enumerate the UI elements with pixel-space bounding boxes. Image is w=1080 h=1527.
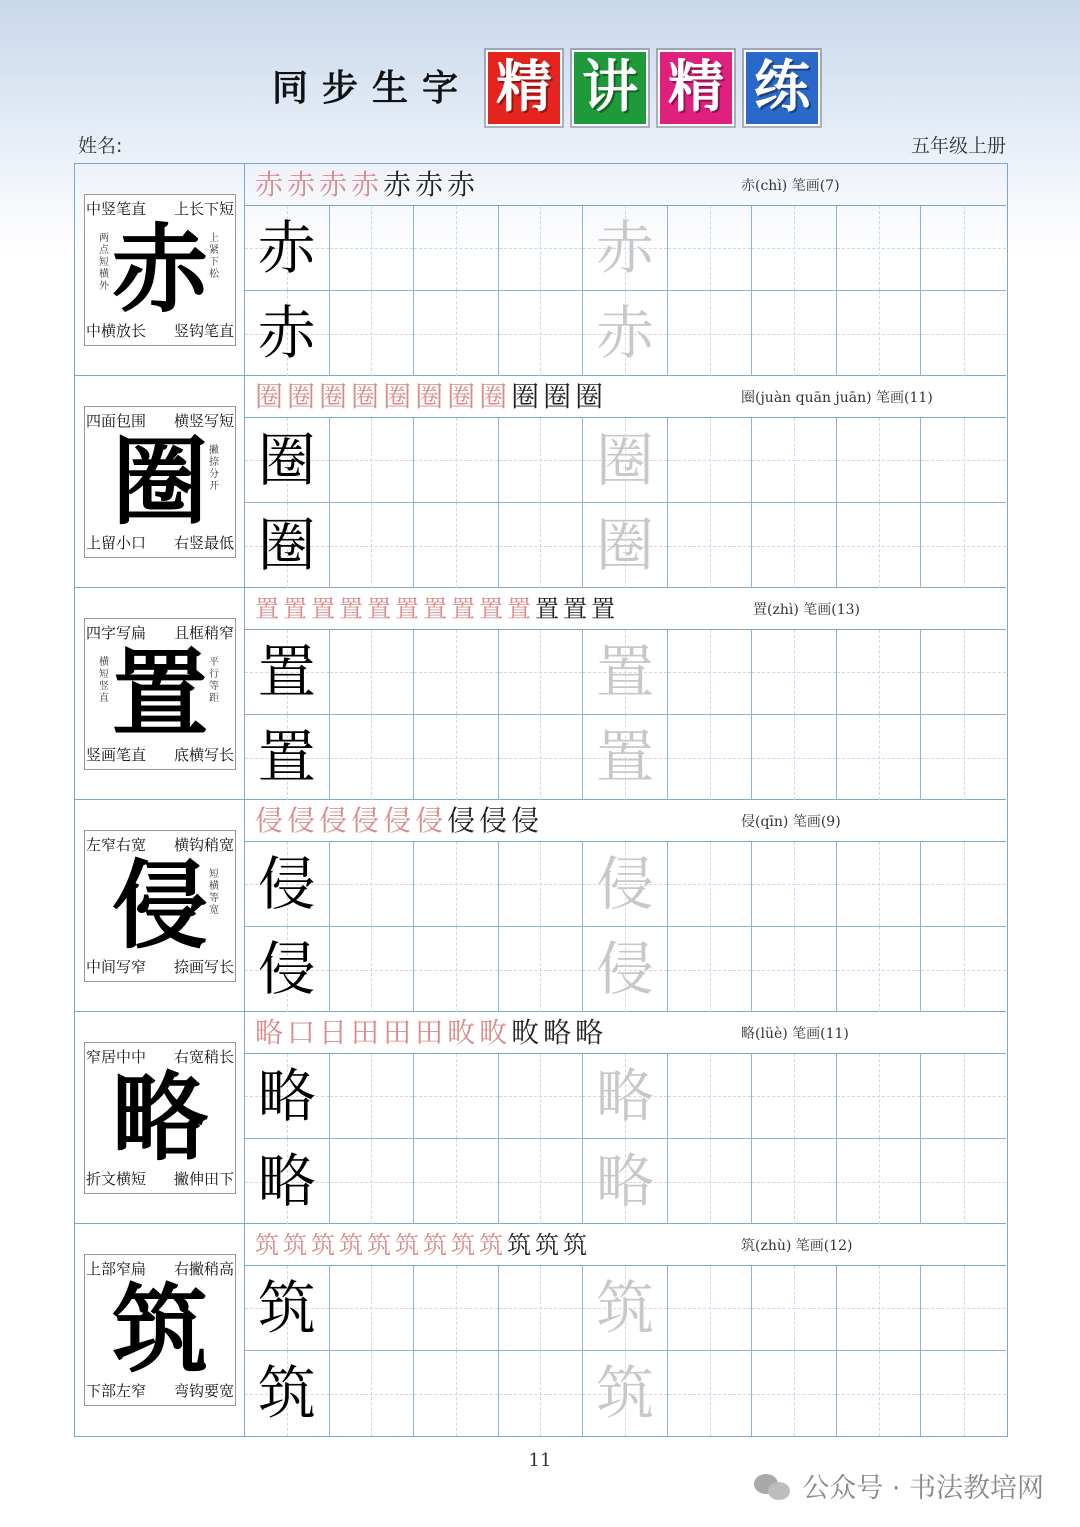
stroke-step: 侵 <box>383 804 412 837</box>
writing-cell[interactable] <box>499 1351 584 1436</box>
writing-cell[interactable] <box>330 291 415 376</box>
analysis-card <box>84 1254 236 1406</box>
stroke-sequence <box>255 802 539 840</box>
writing-tip: 捺画写长 <box>173 958 234 976</box>
writing-cell[interactable] <box>837 418 922 503</box>
page-number: 11 <box>528 1450 552 1471</box>
stroke-step: 侵 <box>287 804 316 837</box>
writing-cell[interactable] <box>330 630 415 715</box>
writing-tip: 右撇稍高 <box>173 1260 234 1278</box>
title-badge: 讲 <box>572 50 648 126</box>
stroke-step: 赤 <box>287 168 316 201</box>
writing-cell[interactable] <box>499 1054 584 1139</box>
writing-cell[interactable] <box>668 503 753 588</box>
analysis-card <box>84 830 236 982</box>
side-note-right: 撇捺分开 <box>209 445 219 492</box>
writing-tip: 左窄右宽 <box>86 836 147 854</box>
stroke-step: 侵 <box>415 804 444 837</box>
stroke-step: 赤 <box>415 168 444 201</box>
stroke-step: 赤 <box>383 168 412 201</box>
model-cell <box>245 503 330 588</box>
practice-grid <box>245 206 1006 376</box>
stroke-step: 赤 <box>447 168 476 201</box>
stroke-step: 置 <box>283 595 307 623</box>
writing-cell[interactable] <box>499 206 584 291</box>
grade-label: 五年级上册 <box>910 135 1006 157</box>
stroke-step: 筑 <box>395 1231 419 1259</box>
model-cell <box>245 1139 330 1224</box>
writing-cell[interactable] <box>668 1351 753 1436</box>
character-section <box>75 164 1006 376</box>
stroke-step: 田 <box>415 1016 444 1049</box>
trace-cell <box>583 418 668 503</box>
writing-cell[interactable] <box>330 1054 415 1139</box>
writing-cell[interactable] <box>752 418 837 503</box>
character-section <box>75 1012 1006 1224</box>
practice-grid <box>245 842 1006 1012</box>
stroke-step: 圈 <box>319 380 348 413</box>
analysis-card <box>84 406 236 558</box>
stroke-step: 略 <box>255 1016 284 1049</box>
writing-cell[interactable] <box>837 1139 922 1224</box>
trace-character: 侵 <box>595 850 654 918</box>
writing-cell[interactable] <box>837 842 922 927</box>
model-cell <box>245 418 330 503</box>
trace-cell <box>583 1351 668 1436</box>
stroke-step: 置 <box>395 595 419 623</box>
writing-cell[interactable] <box>752 1266 837 1351</box>
stroke-step: 圈 <box>255 380 284 413</box>
stroke-order-row <box>245 1012 1006 1054</box>
writing-cell[interactable] <box>414 927 499 1012</box>
stroke-order-row <box>245 1224 1006 1266</box>
stroke-step: 赤 <box>319 168 348 201</box>
stroke-step: 置 <box>423 595 447 623</box>
trace-cell <box>583 1054 668 1139</box>
writing-cell[interactable] <box>668 842 753 927</box>
writing-tip: 竖画笔直 <box>86 746 147 764</box>
stroke-step: 田 <box>351 1016 380 1049</box>
model-character: 略 <box>257 1147 316 1215</box>
stroke-step: 筑 <box>563 1231 587 1259</box>
trace-cell <box>583 291 668 376</box>
writing-cell[interactable] <box>414 842 499 927</box>
stroke-step: 圈 <box>287 380 316 413</box>
stroke-step: 圈 <box>575 380 604 413</box>
practice-grid <box>245 1054 1006 1224</box>
writing-cell[interactable] <box>330 842 415 927</box>
stroke-step: 畋 <box>511 1016 540 1049</box>
stroke-step: 置 <box>591 595 615 623</box>
writing-cell[interactable] <box>414 503 499 588</box>
writing-cell[interactable] <box>330 503 415 588</box>
writing-cell[interactable] <box>921 1054 1006 1139</box>
model-character: 筑 <box>257 1274 316 1342</box>
character-section <box>75 800 1006 1012</box>
footer-text: 公众号 · 书法教培网 <box>802 1473 1044 1504</box>
stroke-step: 筑 <box>367 1231 391 1259</box>
model-character: 赤 <box>257 299 316 367</box>
title-badge: 练 <box>744 50 820 126</box>
pinyin-stroke-info: 侵(qīn) 笔画(9) <box>741 814 841 830</box>
writing-cell[interactable] <box>837 630 922 715</box>
trace-character: 置 <box>595 723 654 791</box>
model-character: 筑 <box>257 1359 316 1427</box>
practice-grid <box>245 630 1006 800</box>
trace-character: 赤 <box>595 214 654 282</box>
model-cell <box>245 206 330 291</box>
stroke-order-row <box>245 588 1006 630</box>
writing-cell[interactable] <box>499 291 584 376</box>
model-character: 赤 <box>257 214 316 282</box>
writing-cell[interactable] <box>837 503 922 588</box>
writing-cell[interactable] <box>330 206 415 291</box>
writing-cell[interactable] <box>837 1054 922 1139</box>
writing-cell[interactable] <box>499 418 584 503</box>
writing-cell[interactable] <box>668 291 753 376</box>
writing-cell[interactable] <box>921 715 1006 800</box>
trace-character: 侵 <box>595 935 654 1003</box>
footer-watermark <box>754 1466 1044 1505</box>
stroke-step: 圈 <box>383 380 412 413</box>
writing-cell[interactable] <box>414 1266 499 1351</box>
stroke-step: 侵 <box>351 804 380 837</box>
title-badges <box>486 50 820 126</box>
trace-character: 置 <box>595 638 654 706</box>
stroke-sequence <box>255 1014 603 1052</box>
writing-tip: 右竖最低 <box>173 534 234 552</box>
model-cell <box>245 291 330 376</box>
trace-character: 略 <box>595 1147 654 1215</box>
writing-cell[interactable] <box>668 630 753 715</box>
stroke-step: 置 <box>507 595 531 623</box>
trace-character: 筑 <box>595 1359 654 1427</box>
title-badge: 精 <box>658 50 734 126</box>
model-character: 略 <box>257 1062 316 1130</box>
writing-tip: 中横放长 <box>86 322 147 340</box>
stroke-order-row <box>245 164 1006 206</box>
model-cell <box>245 630 330 715</box>
stroke-step: 圈 <box>415 380 444 413</box>
stroke-step: 置 <box>479 595 503 623</box>
writing-cell[interactable] <box>921 630 1006 715</box>
analysis-character: 筑 <box>112 1273 208 1386</box>
stroke-step: 圈 <box>351 380 380 413</box>
trace-character: 圈 <box>595 426 654 494</box>
writing-cell[interactable] <box>921 291 1006 376</box>
model-character: 置 <box>257 723 316 791</box>
model-cell <box>245 1351 330 1436</box>
analysis-character: 侵 <box>112 849 208 962</box>
stroke-step: 置 <box>255 595 279 623</box>
writing-tip: 折文横短 <box>86 1170 147 1188</box>
pinyin-stroke-info: 筑(zhù) 笔画(12) <box>741 1238 853 1254</box>
practice-table <box>74 163 1008 1437</box>
stroke-step: 筑 <box>283 1231 307 1259</box>
model-cell <box>245 1266 330 1351</box>
writing-cell[interactable] <box>921 1351 1006 1436</box>
side-note-right: 平行等距 <box>209 657 219 704</box>
writing-cell[interactable] <box>330 1139 415 1224</box>
analysis-panel <box>75 588 245 799</box>
trace-character: 筑 <box>595 1274 654 1342</box>
trace-character: 略 <box>595 1062 654 1130</box>
trace-character: 赤 <box>595 299 654 367</box>
writing-cell[interactable] <box>330 418 415 503</box>
writing-cell[interactable] <box>668 206 753 291</box>
stroke-step: 侵 <box>255 804 284 837</box>
stroke-order-row <box>245 376 1006 418</box>
page-title: 同步生字 <box>272 68 473 109</box>
writing-tip: 四面包围 <box>86 412 147 430</box>
trace-cell <box>583 927 668 1012</box>
analysis-panel <box>75 800 245 1011</box>
side-note-right: 短横等宽 <box>209 869 219 916</box>
character-section <box>75 588 1006 800</box>
analysis-character: 置 <box>112 637 208 750</box>
model-cell <box>245 715 330 800</box>
side-note-left: 两点短横外 <box>99 233 109 292</box>
analysis-panel <box>75 164 245 375</box>
character-section <box>75 1224 1006 1436</box>
writing-cell[interactable] <box>752 206 837 291</box>
writing-tip: 横竖写短 <box>173 412 234 430</box>
stroke-step: 赤 <box>351 168 380 201</box>
analysis-character: 圈 <box>112 425 208 538</box>
writing-cell[interactable] <box>414 206 499 291</box>
writing-cell[interactable] <box>330 715 415 800</box>
stroke-step: 赤 <box>255 168 284 201</box>
writing-cell[interactable] <box>414 630 499 715</box>
writing-cell[interactable] <box>921 927 1006 1012</box>
model-cell <box>245 842 330 927</box>
stroke-step: 侵 <box>511 804 540 837</box>
stroke-step: 侵 <box>319 804 348 837</box>
trace-cell <box>583 1139 668 1224</box>
side-note-left: 横短竖直 <box>99 657 109 704</box>
writing-cell[interactable] <box>414 1351 499 1436</box>
writing-cell[interactable] <box>499 842 584 927</box>
writing-tip: 底横写长 <box>173 746 234 764</box>
writing-tip: 上部窄扁 <box>86 1260 147 1278</box>
model-cell <box>245 927 330 1012</box>
writing-tip: 右宽稍长 <box>173 1048 234 1066</box>
stroke-step: 圈 <box>511 380 540 413</box>
writing-cell[interactable] <box>837 927 922 1012</box>
writing-cell[interactable] <box>921 418 1006 503</box>
trace-character: 圈 <box>595 511 654 579</box>
writing-tip: 横钩稍宽 <box>173 836 234 854</box>
trace-cell <box>583 630 668 715</box>
writing-cell[interactable] <box>752 842 837 927</box>
stroke-step: 置 <box>535 595 559 623</box>
writing-cell[interactable] <box>921 1266 1006 1351</box>
writing-cell[interactable] <box>837 715 922 800</box>
trace-cell <box>583 503 668 588</box>
writing-cell[interactable] <box>330 1266 415 1351</box>
model-character: 置 <box>257 638 316 706</box>
model-character: 侵 <box>257 850 316 918</box>
stroke-step: 畋 <box>479 1016 508 1049</box>
stroke-step: 置 <box>451 595 475 623</box>
stroke-step: 筑 <box>255 1231 279 1259</box>
writing-cell[interactable] <box>668 1266 753 1351</box>
pinyin-stroke-info: 圈(juàn quān juān) 笔画(11) <box>741 390 933 406</box>
writing-tip: 上长下短 <box>173 200 234 218</box>
stroke-step: 筑 <box>339 1231 363 1259</box>
writing-cell[interactable] <box>499 1139 584 1224</box>
writing-cell[interactable] <box>499 927 584 1012</box>
model-character: 圈 <box>257 426 316 494</box>
stroke-step: 田 <box>383 1016 412 1049</box>
trace-cell <box>583 842 668 927</box>
writing-tip: 上留小口 <box>86 534 147 552</box>
stroke-step: 侵 <box>447 804 476 837</box>
writing-cell[interactable] <box>668 715 753 800</box>
stroke-sequence <box>255 166 475 204</box>
writing-cell[interactable] <box>499 503 584 588</box>
character-section <box>75 376 1006 588</box>
writing-cell[interactable] <box>837 291 922 376</box>
writing-cell[interactable] <box>414 291 499 376</box>
writing-cell[interactable] <box>752 715 837 800</box>
writing-cell[interactable] <box>330 927 415 1012</box>
writing-cell[interactable] <box>837 1266 922 1351</box>
analysis-panel <box>75 376 245 587</box>
writing-cell[interactable] <box>837 206 922 291</box>
stroke-step: 日 <box>319 1016 348 1049</box>
writing-tip: 竖钩笔直 <box>173 322 234 340</box>
writing-tip: 中竖笔直 <box>86 200 147 218</box>
analysis-panel <box>75 1012 245 1223</box>
stroke-step: 筑 <box>507 1231 531 1259</box>
stroke-step: 筑 <box>451 1231 475 1259</box>
writing-cell[interactable] <box>752 291 837 376</box>
writing-cell[interactable] <box>499 1266 584 1351</box>
writing-cell[interactable] <box>499 630 584 715</box>
name-label: 姓名: <box>78 135 123 157</box>
stroke-step: 口 <box>287 1016 316 1049</box>
model-character: 侵 <box>257 935 316 1003</box>
writing-cell[interactable] <box>921 503 1006 588</box>
writing-cell[interactable] <box>414 1139 499 1224</box>
writing-cell[interactable] <box>921 842 1006 927</box>
writing-cell[interactable] <box>668 418 753 503</box>
stroke-step: 筑 <box>535 1231 559 1259</box>
stroke-step: 置 <box>563 595 587 623</box>
pinyin-stroke-info: 略(lüè) 笔画(11) <box>741 1026 849 1042</box>
writing-cell[interactable] <box>414 715 499 800</box>
stroke-sequence <box>255 378 603 416</box>
analysis-card <box>84 1042 236 1194</box>
trace-cell <box>583 715 668 800</box>
writing-cell[interactable] <box>752 503 837 588</box>
writing-cell[interactable] <box>668 1054 753 1139</box>
writing-cell[interactable] <box>668 1139 753 1224</box>
writing-cell[interactable] <box>499 715 584 800</box>
writing-cell[interactable] <box>668 927 753 1012</box>
stroke-step: 置 <box>367 595 391 623</box>
writing-tip: 四字写扁 <box>86 624 147 642</box>
stroke-step: 畋 <box>447 1016 476 1049</box>
pinyin-stroke-info: 置(zhì) 笔画(13) <box>753 602 860 618</box>
writing-tip: 中间写窄 <box>86 958 147 976</box>
writing-cell[interactable] <box>752 927 837 1012</box>
stroke-step: 圈 <box>543 380 572 413</box>
stroke-step: 略 <box>543 1016 572 1049</box>
wechat-icon <box>754 1470 794 1502</box>
stroke-step: 筑 <box>311 1231 335 1259</box>
writing-cell[interactable] <box>921 206 1006 291</box>
writing-tip: 窄居中中 <box>86 1048 147 1066</box>
stroke-sequence <box>255 1226 587 1264</box>
stroke-order-row <box>245 800 1006 842</box>
trace-cell <box>583 1266 668 1351</box>
stroke-step: 侵 <box>479 804 508 837</box>
writing-tip: 撇伸田下 <box>173 1170 234 1188</box>
writing-cell[interactable] <box>330 1351 415 1436</box>
analysis-character: 略 <box>112 1061 208 1174</box>
practice-grid <box>245 1266 1006 1436</box>
practice-grid <box>245 418 1006 588</box>
model-cell <box>245 1054 330 1139</box>
writing-tip: 弯钩要宽 <box>173 1382 234 1400</box>
stroke-step: 圈 <box>479 380 508 413</box>
writing-cell[interactable] <box>752 1139 837 1224</box>
stroke-step: 圈 <box>447 380 476 413</box>
stroke-step: 筑 <box>479 1231 503 1259</box>
stroke-step: 略 <box>575 1016 604 1049</box>
writing-cell[interactable] <box>752 630 837 715</box>
writing-cell[interactable] <box>837 1351 922 1436</box>
analysis-character: 赤 <box>112 213 208 326</box>
pinyin-stroke-info: 赤(chì) 笔画(7) <box>741 178 840 194</box>
stroke-sequence <box>255 590 615 628</box>
title-badge: 精 <box>486 50 562 126</box>
writing-cell[interactable] <box>414 418 499 503</box>
stroke-step: 置 <box>311 595 335 623</box>
analysis-card <box>84 618 236 770</box>
model-character: 圈 <box>257 511 316 579</box>
side-note-right: 上紧下松 <box>209 233 219 280</box>
writing-cell[interactable] <box>921 1139 1006 1224</box>
writing-cell[interactable] <box>414 1054 499 1139</box>
writing-cell[interactable] <box>752 1351 837 1436</box>
stroke-step: 筑 <box>423 1231 447 1259</box>
writing-cell[interactable] <box>752 1054 837 1139</box>
analysis-card <box>84 194 236 346</box>
analysis-panel <box>75 1224 245 1436</box>
trace-cell <box>583 206 668 291</box>
stroke-step: 置 <box>339 595 363 623</box>
writing-tip: 下部左窄 <box>86 1382 147 1400</box>
writing-tip: 且框稍窄 <box>173 624 234 642</box>
